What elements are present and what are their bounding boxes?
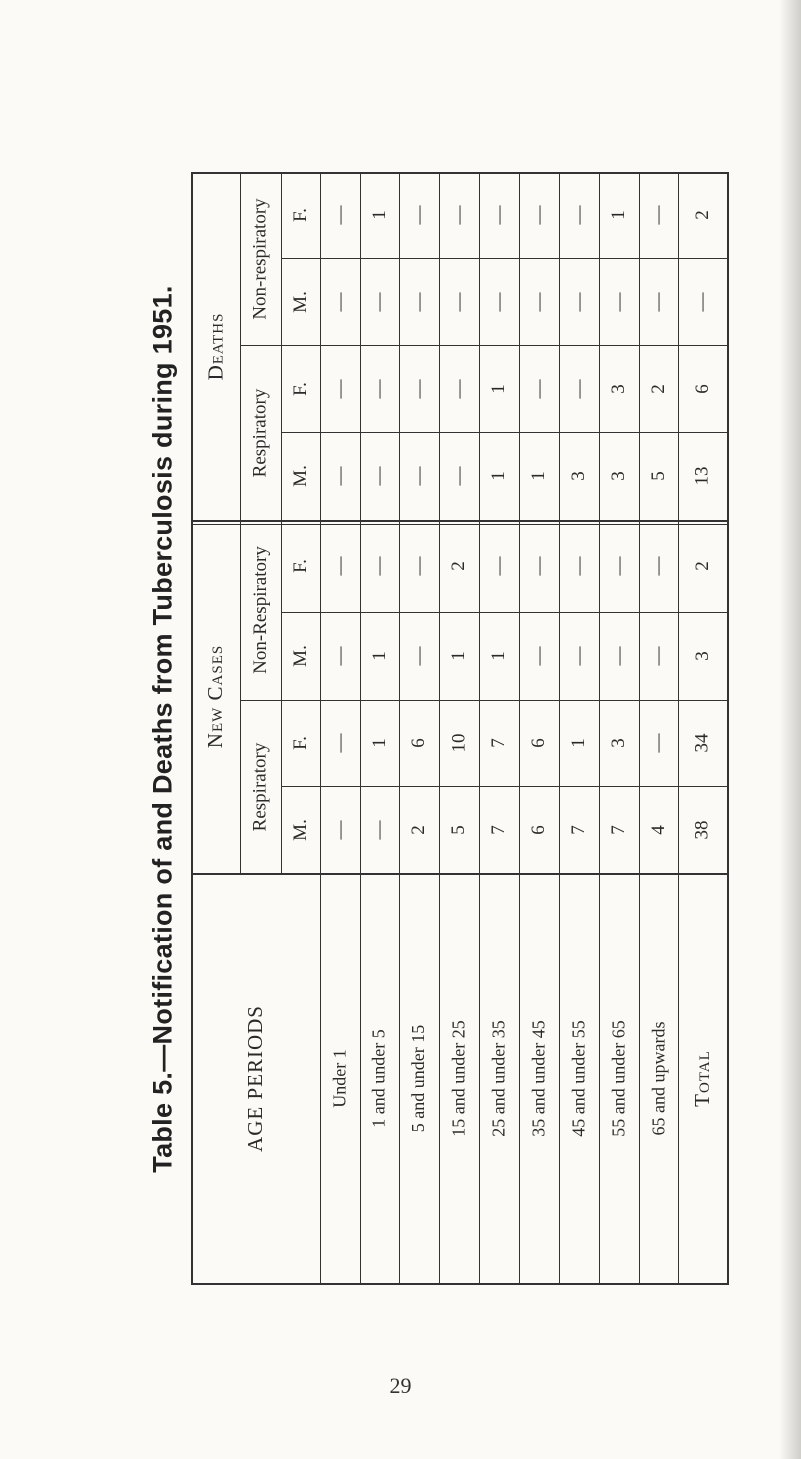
deaths-nonresp-m-cell xyxy=(320,258,360,345)
newcases-nonresp-header xyxy=(240,520,281,700)
newcases-resp-m-cell xyxy=(678,786,727,873)
page-number: 29 xyxy=(389,1373,412,1398)
deaths-nonresp-m-cell xyxy=(559,258,599,345)
deaths-resp-f-cell xyxy=(320,345,360,432)
deaths-resp-m-label-text: M. xyxy=(289,465,311,487)
deaths-resp-m-cell-text: 5 xyxy=(647,471,669,481)
deaths-resp-m-cell-text: — xyxy=(368,466,390,486)
age-period-label xyxy=(678,873,727,1283)
deaths-nonresp-m-cell-text: — xyxy=(691,292,713,311)
newcases-resp-m-cell-text: — xyxy=(329,820,350,839)
deaths-resp-f-cell-text: — xyxy=(528,379,549,398)
deaths-nonresp-f-cell-text: — xyxy=(329,205,350,225)
newcases-resp-f-cell-text: 10 xyxy=(448,733,469,753)
newcases-nonresp-f-cell-text: — xyxy=(408,556,429,576)
deaths-resp-header-text: Respiratory xyxy=(249,388,271,477)
newcases-resp-m-cell-text: 2 xyxy=(408,824,429,835)
deaths-nonresp-f-cell xyxy=(639,172,678,258)
deaths-resp-m-cell-text: — xyxy=(408,466,429,486)
new-cases-header xyxy=(191,520,240,873)
deaths-nonresp-f-cell-text: 1 xyxy=(368,210,390,220)
deaths-nonresp-m-label xyxy=(281,258,320,345)
newcases-nonresp-m-cell-text: — xyxy=(528,646,549,666)
deaths-resp-f-cell xyxy=(639,345,678,432)
deaths-nonresp-f-cell-text: — xyxy=(568,205,589,225)
newcases-resp-m-cell xyxy=(519,786,559,873)
newcases-nonresp-f-cell-text: — xyxy=(608,556,629,576)
newcases-resp-m-cell xyxy=(479,786,519,873)
deaths-nonresp-m-cell-text: — xyxy=(528,292,549,311)
new-cases-header-text: New Cases xyxy=(203,644,227,749)
newcases-resp-m-cell xyxy=(559,786,599,873)
newcases-resp-m-cell xyxy=(320,786,360,873)
deaths-resp-m-cell xyxy=(599,432,639,520)
deaths-nonresp-f-cell-text: — xyxy=(528,205,549,225)
newcases-resp-f-cell xyxy=(479,700,519,786)
age-period-label-text: Total xyxy=(690,1049,714,1107)
newcases-resp-m-cell-text: 7 xyxy=(608,824,629,835)
age-period-label xyxy=(599,873,639,1283)
newcases-nonresp-m-cell xyxy=(678,612,727,700)
deaths-resp-m-cell xyxy=(320,432,360,520)
newcases-nonresp-m-cell-text: — xyxy=(568,646,589,666)
newcases-resp-m-cell-text: 5 xyxy=(448,824,469,835)
newcases-resp-f-cell-text: 3 xyxy=(608,738,629,748)
newcases-nonresp-m-cell xyxy=(439,612,479,700)
newcases-resp-header-text: Respiratory xyxy=(249,742,271,831)
deaths-nonresp-f-cell xyxy=(678,172,727,258)
age-period-label xyxy=(399,873,439,1283)
deaths-nonresp-f-cell xyxy=(479,172,519,258)
age-period-label-text: Under 1 xyxy=(329,1048,350,1108)
newcases-resp-f-label xyxy=(281,700,320,786)
deaths-nonresp-m-cell xyxy=(678,258,727,345)
deaths-nonresp-f-cell xyxy=(439,172,479,258)
deaths-resp-f-label-text: F. xyxy=(289,381,311,396)
age-period-label xyxy=(320,873,360,1283)
deaths-nonresp-m-cell-text: — xyxy=(488,292,509,311)
table-border-right xyxy=(727,172,729,1285)
newcases-resp-f-cell-text: 1 xyxy=(568,738,589,748)
newcases-resp-f-cell xyxy=(399,700,439,786)
age-period-label-text: 55 and under 65 xyxy=(608,1019,629,1137)
newcases-resp-m-cell-text: 7 xyxy=(488,824,509,835)
age-period-label-text: 65 and upwards xyxy=(648,1021,669,1135)
deaths-resp-m-cell xyxy=(639,432,678,520)
newcases-nonresp-f-cell xyxy=(519,520,559,612)
deaths-resp-m-cell xyxy=(559,432,599,520)
newcases-nonresp-f-cell xyxy=(678,520,727,612)
newcases-resp-f-cell-text: 7 xyxy=(488,738,509,748)
deaths-nonresp-m-cell-text: — xyxy=(647,292,669,311)
deaths-nonresp-f-cell-text: — xyxy=(488,205,509,225)
age-period-label xyxy=(559,873,599,1283)
deaths-resp-m-cell xyxy=(519,432,559,520)
deaths-resp-f-cell-text: — xyxy=(329,379,350,398)
newcases-nonresp-m-cell xyxy=(519,612,559,700)
newcases-resp-m-cell-text: 4 xyxy=(647,824,669,835)
deaths-resp-m-cell-text: — xyxy=(448,466,469,486)
deaths-nonresp-f-label-text: F. xyxy=(289,208,311,222)
newcases-resp-m-cell-text: — xyxy=(368,820,390,839)
newcases-resp-f-cell-text: 6 xyxy=(528,738,549,748)
newcases-resp-m-cell-text: 7 xyxy=(568,824,589,835)
newcases-nonresp-m-cell xyxy=(320,612,360,700)
newcases-resp-f-cell-text: 34 xyxy=(691,733,713,753)
newcases-nonresp-f-cell-text: — xyxy=(568,556,589,576)
deaths-resp-m-cell xyxy=(360,432,399,520)
deaths-nonresp-m-cell-text: — xyxy=(368,292,390,311)
age-periods-header xyxy=(191,873,320,1283)
newcases-resp-m-cell-text: 38 xyxy=(691,820,713,839)
deaths-nonresp-m-cell xyxy=(479,258,519,345)
deaths-resp-f-cell xyxy=(479,345,519,432)
deaths-nonresp-m-cell-text: — xyxy=(568,292,589,311)
newcases-nonresp-header-text: Non-Respiratory xyxy=(249,546,271,674)
newcases-resp-m-cell-text: 6 xyxy=(528,824,549,835)
newcases-nonresp-f-cell-text: — xyxy=(528,556,549,576)
newcases-resp-f-cell-text: — xyxy=(647,733,669,753)
newcases-nonresp-f-cell xyxy=(559,520,599,612)
newcases-resp-f-cell xyxy=(599,700,639,786)
deaths-nonresp-f-cell-text: — xyxy=(408,205,429,225)
deaths-resp-f-cell-text: 1 xyxy=(488,383,509,394)
newcases-nonresp-m-cell xyxy=(639,612,678,700)
deaths-nonresp-f-cell xyxy=(599,172,639,258)
newcases-nonresp-f-cell xyxy=(439,520,479,612)
newcases-nonresp-f-cell-text: — xyxy=(329,556,350,576)
deaths-resp-m-label xyxy=(281,432,320,520)
deaths-resp-f-cell-text: — xyxy=(368,379,390,398)
newcases-nonresp-m-cell xyxy=(559,612,599,700)
deaths-nonresp-f-cell xyxy=(320,172,360,258)
deaths-resp-header xyxy=(240,345,281,520)
newcases-nonresp-m-cell-text: 1 xyxy=(368,651,390,661)
deaths-nonresp-f-cell-text: — xyxy=(448,205,469,225)
newcases-nonresp-f-cell xyxy=(479,520,519,612)
newcases-nonresp-m-cell xyxy=(479,612,519,700)
deaths-resp-f-cell-text: 6 xyxy=(691,383,713,394)
newcases-resp-m-cell xyxy=(399,786,439,873)
newcases-resp-f-cell xyxy=(519,700,559,786)
deaths-nonresp-f-cell-text: 2 xyxy=(691,210,713,220)
deaths-resp-f-label xyxy=(281,345,320,432)
newcases-nonresp-m-cell xyxy=(599,612,639,700)
age-period-label-text: 45 and under 55 xyxy=(568,1019,589,1137)
age-period-label-text: 25 and under 35 xyxy=(488,1019,509,1137)
newcases-resp-f-cell xyxy=(559,700,599,786)
deaths-nonresp-m-cell-text: — xyxy=(448,292,469,311)
age-period-label xyxy=(360,873,399,1283)
deaths-resp-f-cell xyxy=(360,345,399,432)
deaths-resp-f-cell-text: 3 xyxy=(608,383,629,394)
newcases-nonresp-m-cell-text: — xyxy=(329,646,350,666)
newcases-resp-f-cell-text: 1 xyxy=(368,738,390,748)
deaths-resp-m-cell-text: 3 xyxy=(608,471,629,481)
deaths-nonresp-m-cell xyxy=(519,258,559,345)
deaths-resp-f-cell xyxy=(678,345,727,432)
deaths-resp-f-cell-text: — xyxy=(408,379,429,398)
newcases-resp-f-cell xyxy=(439,700,479,786)
newcases-nonresp-f-cell-text: — xyxy=(647,556,669,576)
age-periods-header-text: AGE PERIODS xyxy=(243,1004,267,1152)
deaths-resp-m-cell-text: 1 xyxy=(528,471,549,481)
deaths-nonresp-m-cell-text: — xyxy=(329,292,350,311)
deaths-nonresp-m-cell xyxy=(599,258,639,345)
deaths-resp-m-cell-text: 1 xyxy=(488,471,509,481)
newcases-nonresp-f-cell xyxy=(599,520,639,612)
age-period-label-text: 5 and under 15 xyxy=(408,1024,429,1132)
newcases-nonresp-f-cell xyxy=(399,520,439,612)
deaths-resp-f-cell xyxy=(519,345,559,432)
table-title: Table 5.—Notification of and Deaths from Tuberculosis during 1951. xyxy=(147,285,178,1173)
deaths-resp-m-cell xyxy=(439,432,479,520)
newcases-resp-f-label-text: F. xyxy=(289,736,311,750)
newcases-resp-header xyxy=(240,700,281,873)
deaths-nonresp-f-cell-text: — xyxy=(647,205,669,225)
newcases-resp-f-cell-text: — xyxy=(329,733,350,753)
age-period-label xyxy=(479,873,519,1283)
age-period-label-text: 15 and under 25 xyxy=(448,1019,469,1137)
deaths-resp-f-cell xyxy=(599,345,639,432)
deaths-nonresp-header-text: Non-respiratory xyxy=(249,197,271,320)
newcases-nonresp-m-label-text: M. xyxy=(289,645,311,667)
age-period-label-text: 35 and under 45 xyxy=(528,1019,549,1137)
deaths-resp-m-cell xyxy=(678,432,727,520)
newcases-nonresp-f-cell-text: 2 xyxy=(691,561,713,571)
deaths-nonresp-m-cell xyxy=(360,258,399,345)
newcases-nonresp-f-cell xyxy=(360,520,399,612)
deaths-header-text: Deaths xyxy=(203,312,227,380)
newcases-nonresp-m-cell xyxy=(399,612,439,700)
deaths-nonresp-f-cell xyxy=(519,172,559,258)
deaths-nonresp-f-cell xyxy=(399,172,439,258)
newcases-resp-f-cell xyxy=(360,700,399,786)
deaths-resp-m-cell xyxy=(479,432,519,520)
deaths-resp-f-cell xyxy=(559,345,599,432)
deaths-nonresp-m-cell-text: — xyxy=(608,292,629,311)
newcases-nonresp-m-cell-text: 1 xyxy=(488,651,509,661)
newcases-nonresp-m-cell-text: — xyxy=(608,646,629,666)
newcases-nonresp-f-cell-text: — xyxy=(488,556,509,576)
newcases-nonresp-f-label-text: F. xyxy=(289,559,311,573)
newcases-nonresp-f-cell-text: — xyxy=(368,556,390,576)
deaths-resp-m-cell-text: — xyxy=(329,466,350,486)
deaths-nonresp-f-cell xyxy=(559,172,599,258)
newcases-nonresp-m-label xyxy=(281,612,320,700)
newcases-resp-m-cell xyxy=(360,786,399,873)
newcases-resp-m-cell xyxy=(439,786,479,873)
age-period-label xyxy=(639,873,678,1283)
newcases-resp-m-cell xyxy=(599,786,639,873)
table-border-bottom xyxy=(191,1283,727,1285)
deaths-nonresp-f-cell xyxy=(360,172,399,258)
deaths-nonresp-f-label xyxy=(281,172,320,258)
newcases-nonresp-f-cell-text: 2 xyxy=(448,561,469,571)
newcases-resp-m-label xyxy=(281,786,320,873)
deaths-resp-m-cell-text: 3 xyxy=(568,471,589,481)
deaths-resp-m-cell-text: 13 xyxy=(691,466,713,486)
newcases-nonresp-m-cell-text: 3 xyxy=(691,651,713,661)
newcases-resp-m-label-text: M. xyxy=(289,818,311,841)
deaths-resp-f-cell-text: 2 xyxy=(647,383,669,394)
newcases-nonresp-m-cell-text: — xyxy=(647,646,669,666)
newcases-resp-m-cell xyxy=(639,786,678,873)
newcases-resp-f-cell-text: 6 xyxy=(408,738,429,748)
deaths-resp-f-cell-text: — xyxy=(568,379,589,398)
age-period-label xyxy=(439,873,479,1283)
age-period-label xyxy=(519,873,559,1283)
newcases-resp-f-cell xyxy=(678,700,727,786)
deaths-nonresp-f-cell-text: 1 xyxy=(608,210,629,220)
newcases-resp-f-cell xyxy=(320,700,360,786)
newcases-resp-f-cell xyxy=(639,700,678,786)
deaths-resp-m-cell xyxy=(399,432,439,520)
newcases-nonresp-m-cell xyxy=(360,612,399,700)
deaths-nonresp-header xyxy=(240,172,281,345)
deaths-nonresp-m-cell xyxy=(399,258,439,345)
newcases-nonresp-m-cell-text: 1 xyxy=(448,651,469,661)
deaths-header xyxy=(191,172,240,520)
deaths-nonresp-m-label-text: M. xyxy=(289,290,311,313)
deaths-resp-f-cell xyxy=(439,345,479,432)
age-period-label-text: 1 and under 5 xyxy=(369,1028,390,1128)
newcases-nonresp-f-cell xyxy=(639,520,678,612)
deaths-resp-f-cell xyxy=(399,345,439,432)
deaths-resp-f-cell-text: — xyxy=(448,379,469,398)
deaths-nonresp-m-cell xyxy=(639,258,678,345)
deaths-nonresp-m-cell-text: — xyxy=(408,292,429,311)
deaths-nonresp-m-cell xyxy=(439,258,479,345)
newcases-nonresp-m-cell-text: — xyxy=(408,646,429,666)
newcases-nonresp-f-cell xyxy=(320,520,360,612)
newcases-nonresp-f-label xyxy=(281,520,320,612)
